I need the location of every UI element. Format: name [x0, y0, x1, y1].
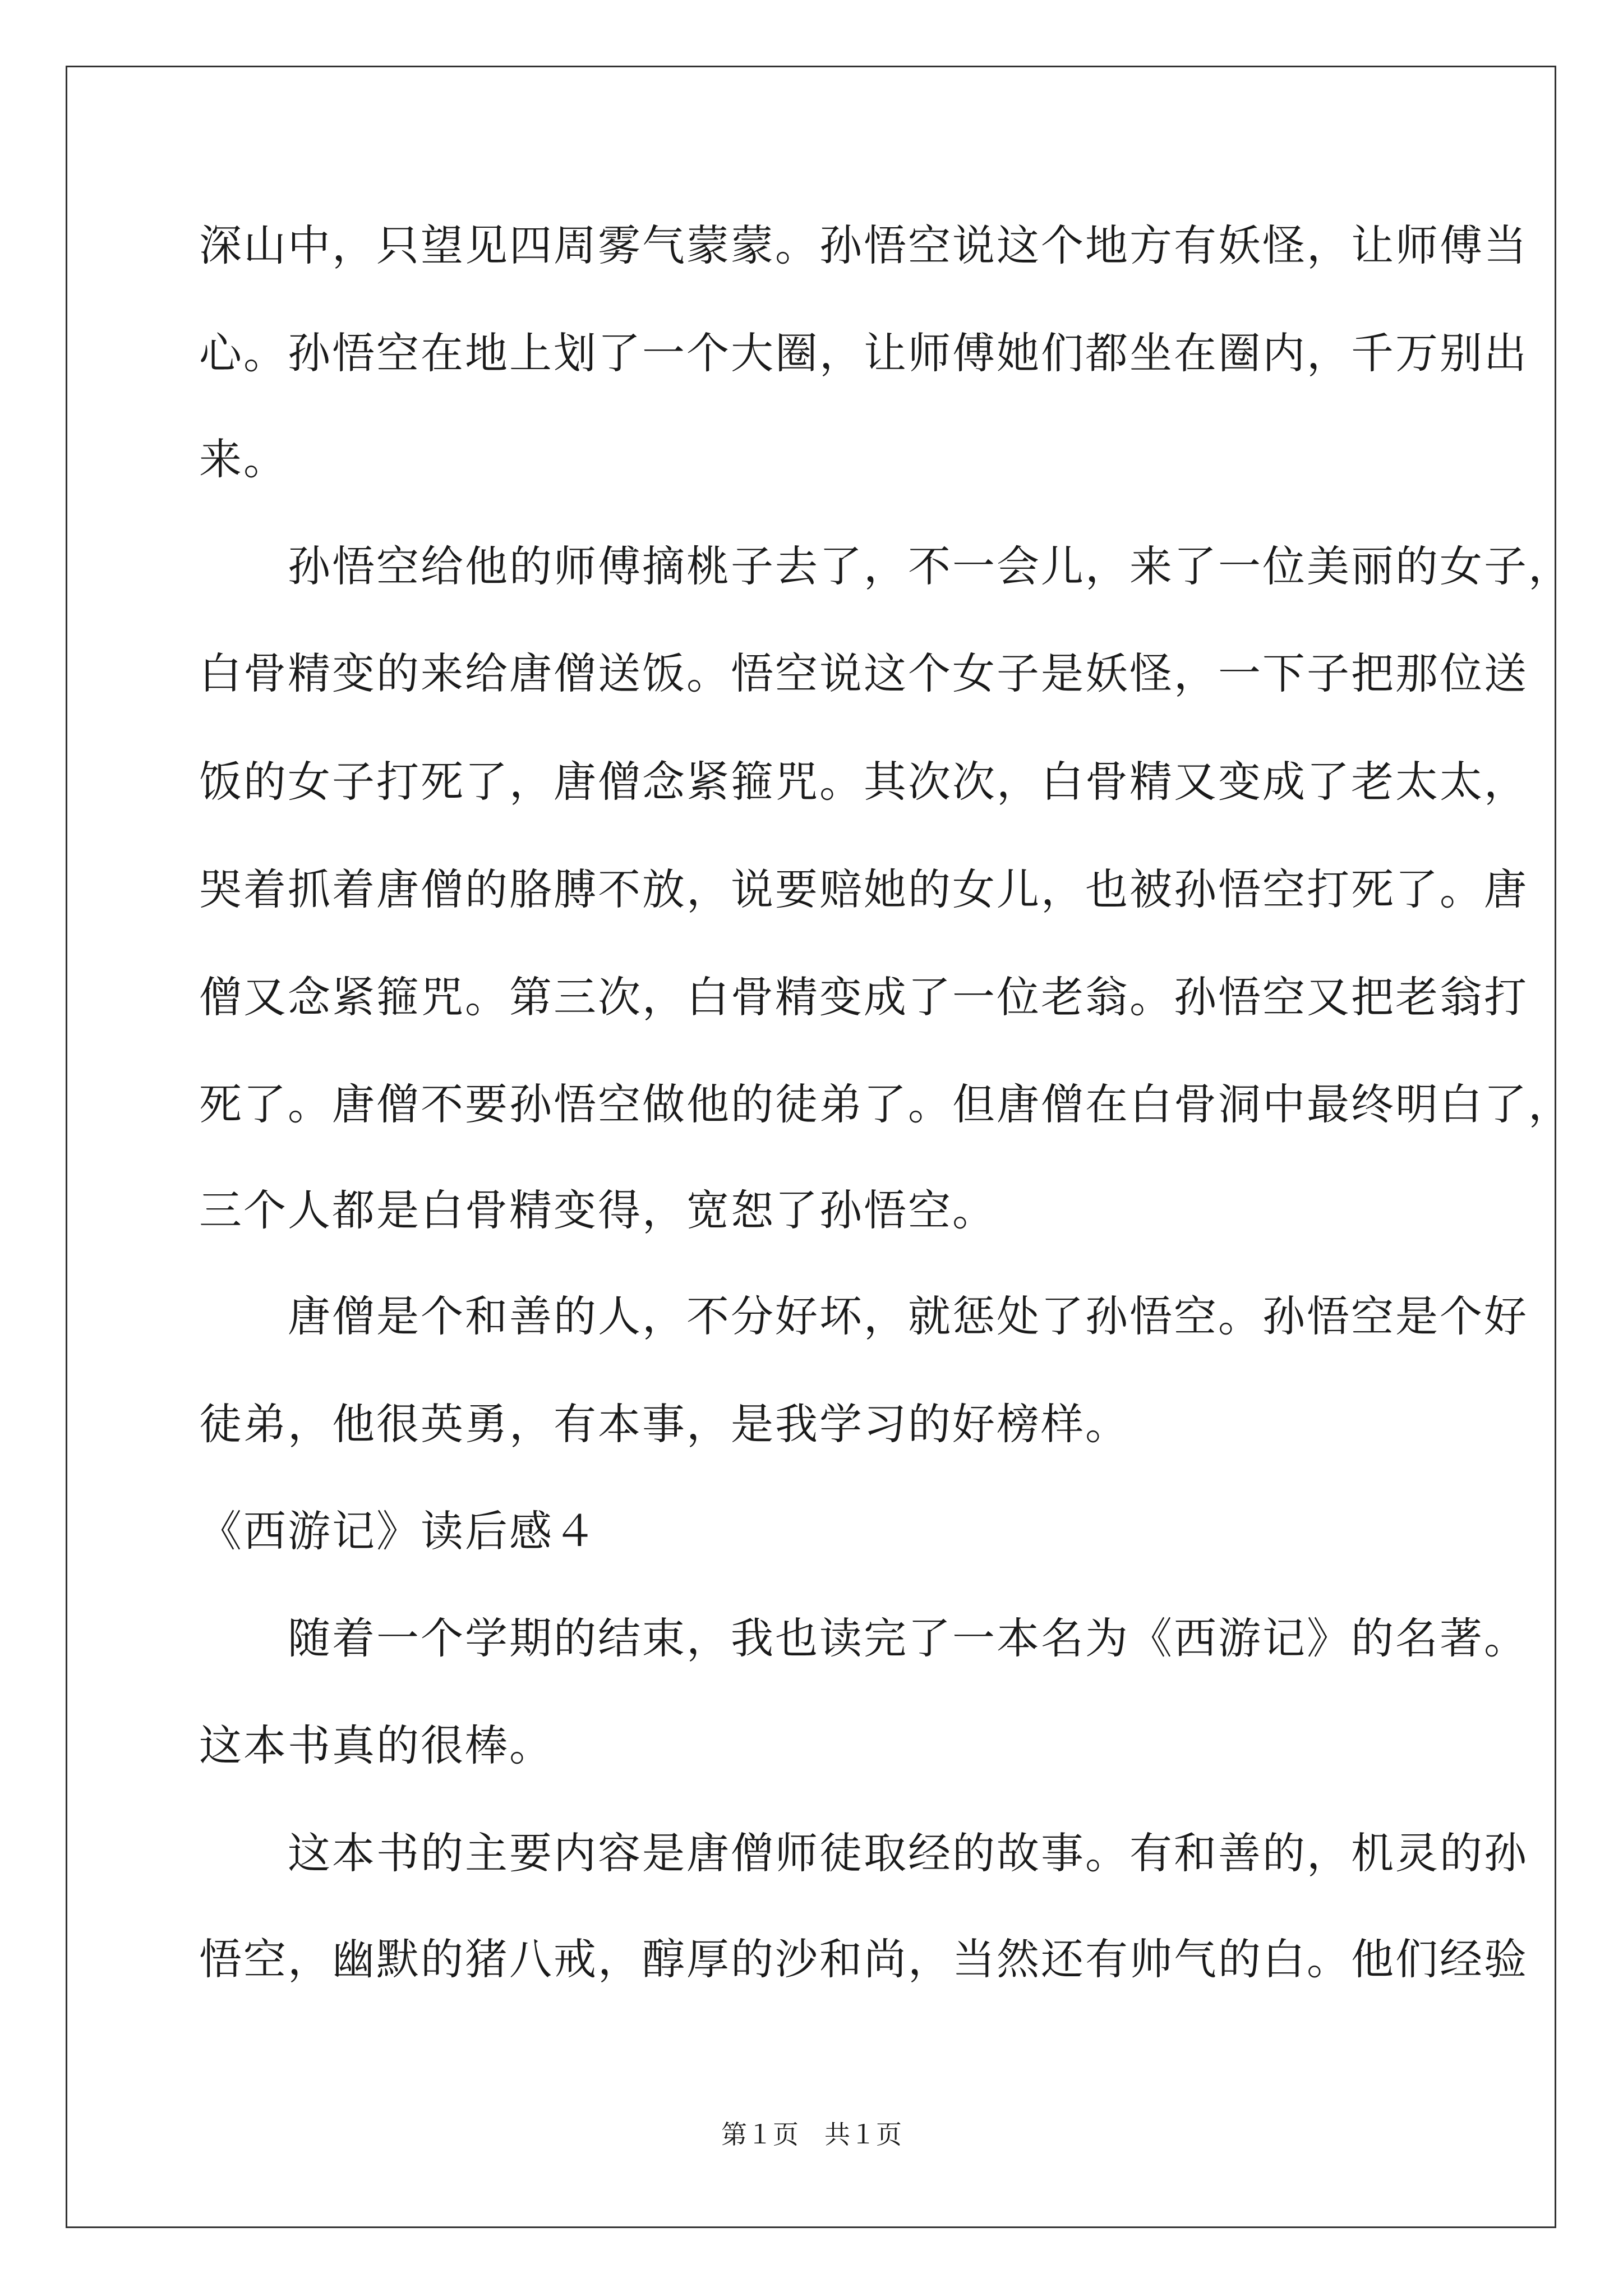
- text-line: 这本书的主要内容是唐僧师徒取经的故事。有和善的，机灵的孙: [199, 1828, 1528, 1878]
- text-line: 三个人都是白骨精变得，宽恕了孙悟空。: [199, 1185, 997, 1235]
- text-line: 徒弟，他很英勇，有本事，是我学习的好榜样。: [199, 1399, 1129, 1449]
- text-line: 悟空，幽默的猪八戒，醇厚的沙和尚，当然还有帅气的白。他们经验: [199, 1934, 1528, 1984]
- page-number-footer: 第１页 共１页: [721, 2119, 902, 2150]
- text-line: 随着一个学期的结束，我也读完了一本名为《西游记》的名著。: [199, 1613, 1528, 1663]
- text-line: 僧又念紧箍咒。第三次，白骨精变成了一位老翁。孙悟空又把老翁打: [199, 972, 1528, 1022]
- text-line: 心。孙悟空在地上划了一个大圈，让师傅她们都坐在圈内，千万别出: [199, 328, 1528, 378]
- text-line: 这本书真的很棒。: [199, 1720, 554, 1770]
- section-heading: 《西游记》读后感４: [199, 1506, 598, 1556]
- text-line: 孙悟空给他的师傅摘桃子去了，不一会儿，来了一位美丽的女子，: [199, 541, 1573, 591]
- text-line: 哭着抓着唐僧的胳膊不放，说要赔她的女儿，也被孙悟空打死了。唐: [199, 864, 1528, 914]
- text-line: 白骨精变的来给唐僧送饭。悟空说这个女子是妖怪，一下子把那位送: [199, 648, 1528, 698]
- text-line: 深山中，只望见四周雾气蒙蒙。孙悟空说这个地方有妖怪，让师傅当: [199, 220, 1528, 270]
- page-border: [66, 66, 1556, 2228]
- text-line: 饭的女子打死了，唐僧念紧箍咒。其次次，白骨精又变成了老太太，: [199, 757, 1528, 807]
- text-line: 死了。唐僧不要孙悟空做他的徒弟了。但唐僧在白骨洞中最终明白了，: [199, 1079, 1573, 1129]
- text-line: 唐僧是个和善的人，不分好坏，就惩处了孙悟空。孙悟空是个好: [199, 1291, 1528, 1341]
- text-line: 来。: [199, 434, 288, 484]
